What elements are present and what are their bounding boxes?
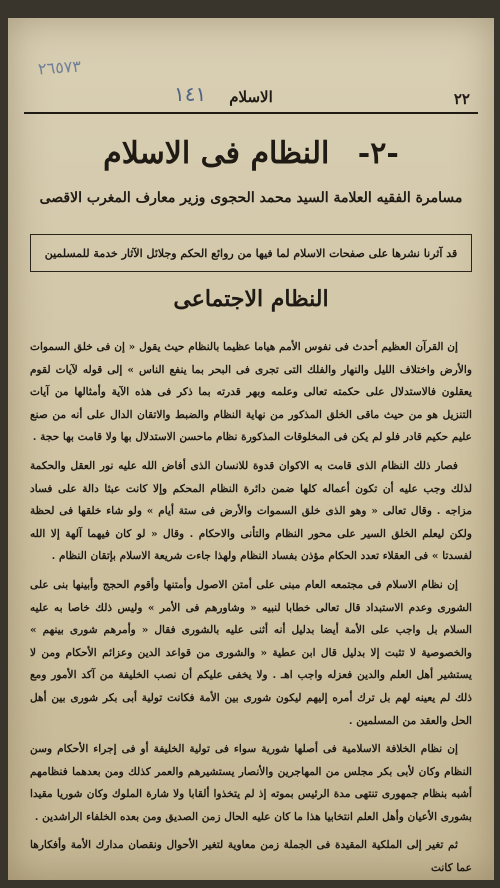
page-number: ٢٢ (453, 90, 470, 108)
paragraph: ثم تغير إلى الملكية المقيدة فى الجملة زمن معاوية لتغير الأحوال ونقصان مدارك الأمة وأفكارها عما كانت (30, 839, 472, 875)
paragraph: إن نظام الخلافة الاسلامية فى أصلها شورية سواء فى تولية الخليفة أو فى إجراء الأحكام وسن النظام وكان لأبى بكر مجلس من المهاجرين والأنصار يستشيرهم والعمر كذلك ومن بعدهما فنظامهم أشبه بنظام جمهورى تنتهى مدة الرئيس بموته إذ لم يتخذوا ألقابا ولا شارة الملوك وكان شوريا مقيدا بشورى الأعيان وأهل العلم انتخابيا هذا ما كان عليه الحال زمن الصديق ومن بعده الخلفاء الراشدين . (30, 743, 472, 823)
chapter-number: -٢- (357, 136, 399, 171)
paragraph: إن القرآن العظيم أحدث فى نفوس الأمم هياما عظيما بالنظام حيث يقول « إن فى خلق السموات والأرض واختلاف الليل والنهار والفلك التى تجرى فى البحر بما ينفع الناس » إلى قوله لآيات لقوم يعقلون فالاستدلال على حكمته تعالى وعلمه وبهر قدرته بما ذكر فى هذه الآية وأمثالها من آيات التنزيل هو من حيث ماقى الخلق المذكور من نهاية النظام والضبط والاتقان الدال على أنه من صنع عليم حكيم قادر فلو لم يكن فى المخلوقات المذكورة نظام ماحسن الاستدلال بها ولا قامت بها حجة . (30, 341, 472, 444)
paragraph: فصار ذلك النظام الذى قامت به الاكوان قدوة للانسان الذى أفاض الله عليه نور العقل والحكمة لذلك وجب عليه أن تكون أعماله كلها ضمن دائرة النظام المحكم وإلا كانت عبثا دالة على فساد مزاجه . وقال تعالى « وهو الذى خلق السموات والأرض فى ستة أيام » ولو شاء خلقها فى لحظة ولكن ليعلم الخلق السير على محور النظام والتأنى والاحكام . وقال « لو كان فيهما آلهة إلا الله لفسدتا » فى العقلاء تعدد الحكام مؤذن بفساد النظام ولهذا جاءت شريعة الاسلام بإتقان النظام . (30, 459, 472, 563)
chapter-title-text: النظام فى الاسلام (103, 136, 330, 171)
document-page (8, 18, 494, 880)
handwritten-annotation: ١٤١ (174, 82, 207, 106)
section-title: النظام الاجتماعى (173, 286, 329, 312)
page-header (24, 82, 478, 114)
intro-note-box (30, 234, 472, 272)
lecturer-line: مسامرة الفقيه العلامة السيد محمد الحجوى وزير معارف المغرب الاقصى (39, 190, 463, 206)
handwritten-number: ٢٦٥٧٣ (37, 56, 82, 79)
running-title: الاسلام (229, 88, 273, 106)
paragraph: إن نظام الاسلام فى مجتمعه العام مبنى على أمتن الاصول وأمتنها وأقوم الحجج وأبينها بنى على الشورى وعدم الاستبداد قال تعالى خطابا لنبيه « وشاورهم فى الأمر » وليس ذلك خاصا به عليه السلام بل واجب على الأمة أيضا بدليل أنه أثنى عليه بالشورى فقال « وأمرهم شورى بينهم » والخصوصية لا تثبت إلا بدليل قال ابن عطية « والشورى من قواعد الدين وعزائم الأحكام ومن لا يستشير أهل العلم والدين فعزله واجب اهـ . ولا يخفى عليكم أن نصب الخليفة من آكد الأمور ومع ذلك لم يعينه لهم بل ترك أمره إليهم ليكون شورى بين الأمة فكانت تولية أبى بكر شورى بين أهل الحل والعقد من المسلمين . (30, 578, 472, 727)
chapter-title (48, 136, 454, 171)
body-text (30, 336, 472, 880)
intro-note-text: قد آثرنا نشرها على صفحات الاسلام لما فيها من روائع الحكم وجلائل الآثار خدمة للمسلمين (44, 246, 458, 260)
